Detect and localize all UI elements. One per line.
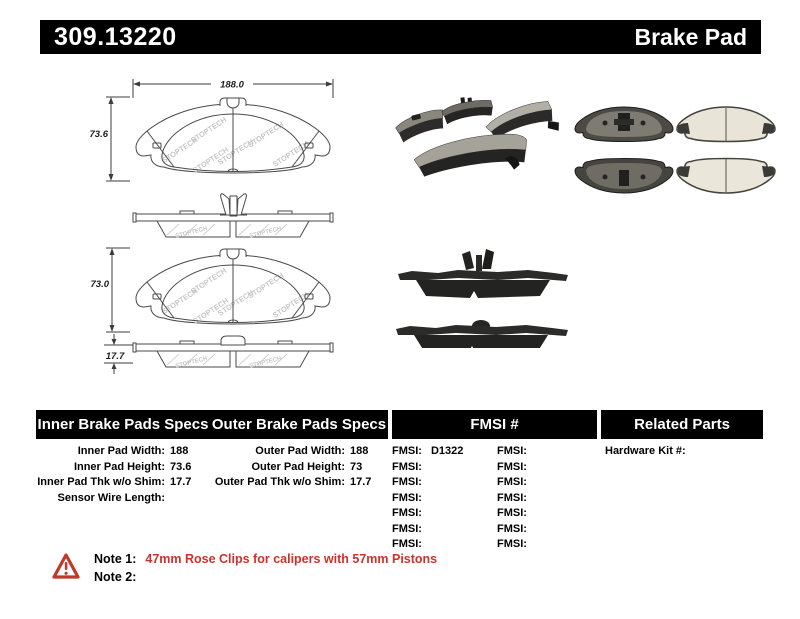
note-2-label: Note 2: (94, 570, 137, 584)
note-2 (94, 568, 437, 586)
outer-specs-title: Outer Brake Pads Specs (211, 416, 387, 433)
inner-pad-front-view (136, 98, 330, 175)
table-row: Hardware Kit #: (605, 445, 686, 457)
backing-plate-photo-top (575, 107, 673, 142)
notes-section (94, 550, 437, 586)
center-tab-drawing (221, 336, 245, 345)
table-row: FMSI: (497, 491, 527, 504)
table-row: Inner Pad Width: 188 (77, 445, 189, 457)
pad-edge-photo-plain (396, 320, 568, 348)
inner-specs-table (28, 444, 204, 506)
product-type-label: Brake Pad (634, 23, 747, 50)
pad-edge-photo-with-clip (398, 249, 568, 298)
warning-icon (52, 553, 80, 580)
pad-set-photo (390, 95, 570, 185)
note-1-text: 47mm Rose Clips for calipers with 57mm Pistons (145, 552, 438, 566)
table-row: FMSI: (497, 445, 527, 457)
fmsi-table-left (392, 444, 471, 553)
related-parts-table (605, 444, 735, 460)
outer-pad-front-view (136, 249, 330, 326)
table-row: FMSI: (392, 476, 422, 488)
dim-outer-height: 73.0 (90, 279, 109, 290)
table-row: Sensor Wire Length: (57, 491, 165, 504)
table-row: Outer Pad Width: 188 (255, 445, 369, 457)
table-row: FMSI: (497, 460, 527, 473)
friction-pad-photo-top (677, 107, 775, 142)
outer-specs-table (208, 444, 384, 491)
table-row: FMSI: (497, 538, 527, 550)
fmsi-table-right (497, 444, 576, 553)
pad-photo-small-center (441, 95, 494, 125)
friction-pad-photo-bottom (677, 159, 775, 194)
dim-thickness: 17.7 (105, 351, 125, 362)
table-row: FMSI: (392, 522, 422, 535)
note-1 (94, 550, 437, 568)
table-row: Inner Pad Thk w/o Shim: 17.7 (37, 476, 192, 488)
dim-pad-width: 188.0 (220, 79, 244, 91)
backing-plate-photo-bottom (575, 159, 673, 194)
table-row: FMSI: (392, 538, 422, 550)
pad-photo-front-large (412, 131, 530, 182)
table-row: FMSI: (392, 507, 422, 519)
title-bar (40, 20, 761, 54)
fmsi-title: FMSI # (392, 410, 597, 439)
table-row: FMSI: (497, 507, 527, 519)
technical-drawing (80, 68, 360, 388)
table-row: FMSI: (497, 522, 527, 535)
retaining-clip-drawing (220, 194, 247, 216)
note-1-label: Note 1: (94, 552, 137, 566)
table-row: Outer Pad Thk w/o Shim: 17.7 (214, 476, 372, 488)
dim-inner-height: 73.6 (89, 129, 108, 140)
table-row: FMSI: (392, 491, 422, 504)
pad-edge-photos (392, 245, 575, 348)
related-parts-title: Related Parts (601, 410, 763, 439)
table-row: Outer Pad Height: 73 (251, 460, 363, 473)
table-row: FMSI: (497, 476, 527, 488)
table-row: FMSI: D1322 (392, 445, 464, 457)
pad-photo-small-left (394, 108, 448, 143)
pads-specs-header-bar (36, 410, 388, 439)
part-number: 309.13220 (54, 22, 177, 51)
table-row: FMSI: (392, 460, 422, 473)
inner-specs-title: Inner Brake Pads Specs (37, 416, 209, 433)
table-row: Inner Pad Height: 73.6 (73, 460, 192, 473)
pad-pair-photos (568, 92, 782, 208)
